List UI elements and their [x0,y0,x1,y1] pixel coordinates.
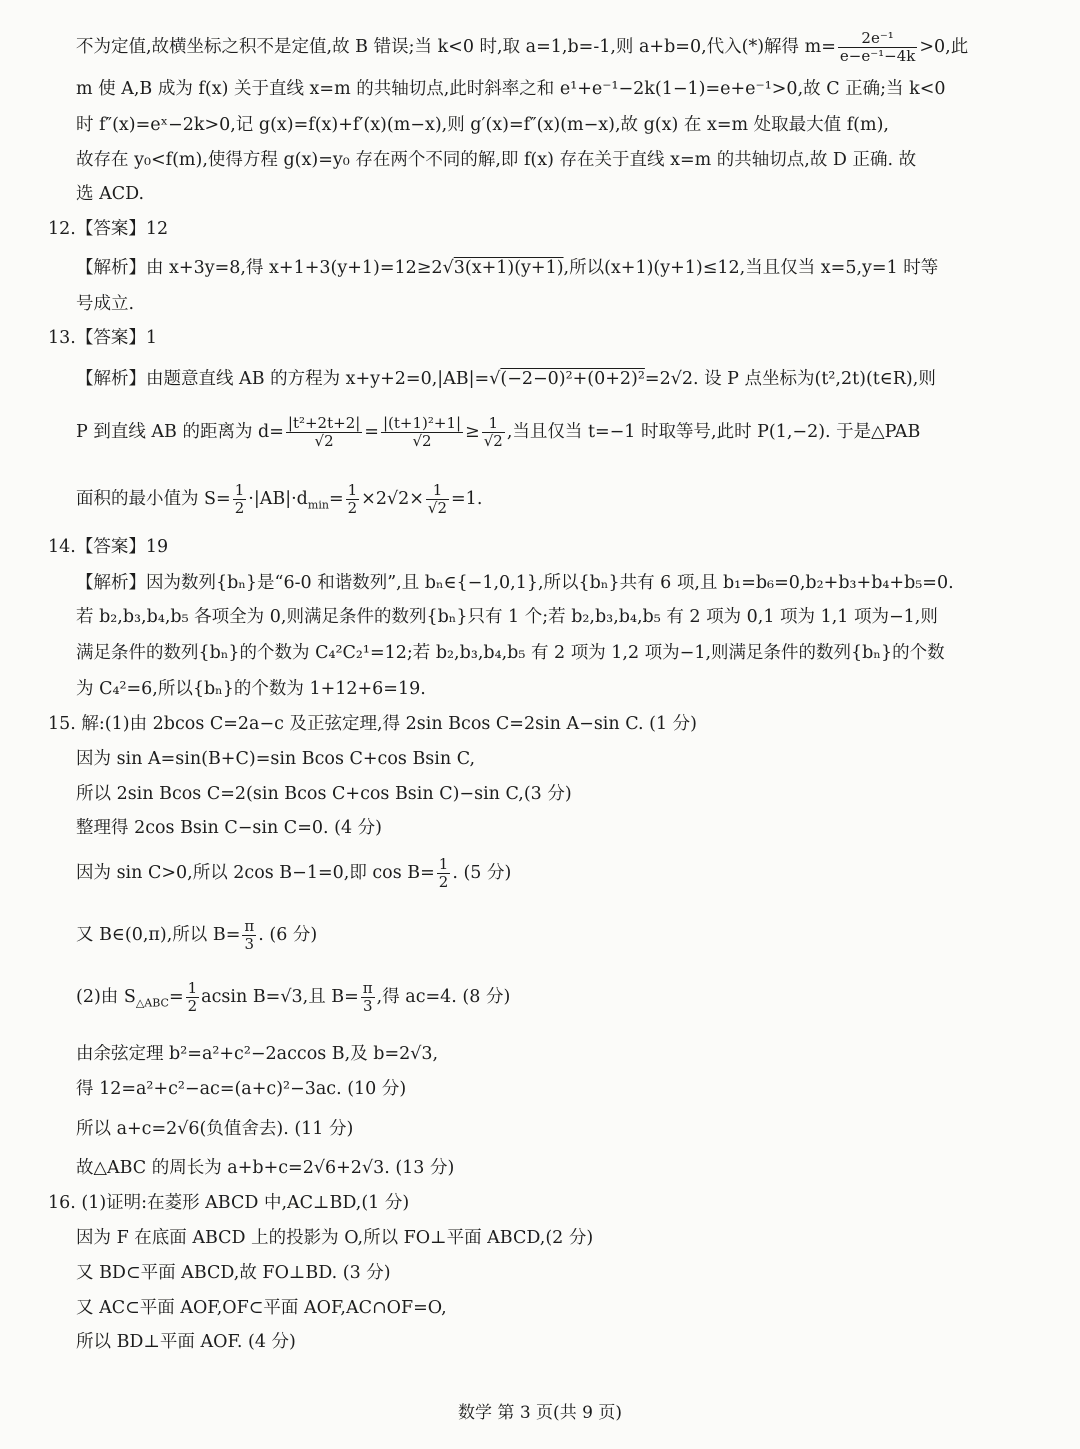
q16-line-5: 所以 BD⊥平面 AOF. (4 分) [76,1332,296,1352]
text-segment: ,当且仅当 t=−1 时取等号,此时 P(1,−2). 于是△PAB [506,422,921,442]
q16-line-1: 16. (1)证明:在菱形 ABCD 中,AC⊥BD,(1 分) [48,1193,410,1213]
denominator: 3 [362,997,373,1015]
q15-line-3: 所以 2sin Bcos C=2(sin Bcos C+cos Bsin C)−sin C,(3 分) [76,784,572,804]
subscript: min [307,498,329,512]
denominator: 2 [187,997,198,1015]
q12-analysis-2: 号成立. [76,294,135,314]
text-segment: 面积的最小值为 S= [76,489,231,509]
fraction [286,415,362,450]
q15-line-1: 15. 解:(1)由 2bcos C=2a−c 及正弦定理,得 2sin Bcos C=2sin A−sin C. (1 分) [48,714,697,734]
text-segment: 因为 sin C>0,所以 2cos B−1=0,即 cos B= [76,863,435,883]
q14-answer: 14.【答案】19 [48,537,169,557]
p11-line-4: 故存在 y₀<f(m),使得方程 g(x)=y₀ 存在两个不同的解,即 f(x) 存在关于直线 x=m 的共轴切点,故 D 正确. 故 [76,150,917,170]
numerator: 1 [482,415,505,433]
fraction [426,482,449,517]
denominator: 2 [234,499,245,517]
q15-line-9: 得 12=a²+c²−ac=(a+c)²−3ac. (10 分) [76,1079,407,1099]
text-segment: =2√2. 设 P 点坐标为(t²,2t)(t∈R),则 [644,369,936,389]
text-segment: . (6 分) [258,925,318,945]
fraction [186,980,200,1015]
q14-analysis-2: 若 b₂,b₃,b₄,b₅ 各项全为 0,则满足条件的数列{bₙ}只有 1 个;若 b₂,b₃,b₄,b₅ 有 2 项为 0,1 项为 1,1 项为−1,则 [76,607,938,627]
q15-line-4: 整理得 2cos Bsin C−sin C=0. (4 分) [76,818,382,838]
text-segment: ·|AB|·d [248,489,308,509]
subscript: △ABC [135,996,169,1010]
numerator: 1 [187,979,198,997]
denominator: 2 [347,499,358,517]
fraction [437,856,451,891]
q13-analysis-3: 面积的最小值为 S= $\frac{1}{2}$ $\cdot|AB|\cdot d_{min}=$ $\frac{1}{2}$ ×2√2× $\frac{1}{√2}$ =1. [76,481,483,517]
fraction [361,980,375,1015]
text-segment: . (5 分) [452,863,512,883]
numerator: |t²+2t+2| [287,414,361,432]
text-segment: =1. [451,489,483,509]
q16-line-4: 又 AC⊂平面 AOF,OF⊂平面 AOF,AC∩OF=O, [76,1298,447,1318]
q15-line-8: 由余弦定理 b²=a²+c²−2accos B,及 b=2√3, [76,1044,439,1064]
denominator: e−e⁻¹−4k [839,47,916,65]
text-segment: P 到直线 AB 的距离为 d= [76,422,284,442]
text-segment: 【解析】由 x+3y=8,得 x+1+3(y+1)=12≥2 [76,258,443,278]
text-segment: 不为定值,故横坐标之积不是定值,故 B 错误;当 k<0 时,取 a=1,b=-1,则 a+b=0,代入(*)解得 m= [76,37,836,57]
q13-answer: 13.【答案】1 [48,328,157,348]
text-segment: ,得 ac=4. (8 分) [376,987,511,1007]
radicand: 3(x+1)(y+1) [453,258,564,278]
fraction [346,482,360,517]
p11-line-1 [76,30,968,65]
denominator: 3 [244,935,255,953]
numerator: π [244,917,255,935]
q14-analysis-1: 【解析】因为数列{bₙ}是“6-0 和谐数列”,且 bₙ∈{−1,0,1},所以{bₙ}共有 6 项,且 b₁=b₆=0,b₂+b₃+b₄+b₅=0. [76,573,954,593]
denominator: 2 [438,873,449,891]
denominator: √2 [483,432,503,450]
numerator: π [362,979,373,997]
text-segment: ×2√2× [361,489,424,509]
q16-line-3: 又 BD⊂平面 ABCD,故 FO⊥BD. (3 分) [76,1263,391,1283]
fraction [482,415,505,450]
fraction [838,30,917,65]
fraction [242,918,256,953]
page-footer: 数学 第 3 页(共 9 页) [458,1403,622,1423]
numerator: 2e⁻¹ [838,30,917,48]
p11-line-3: 时 f″(x)=eˣ−2k>0,记 g(x)=f(x)+f′(x)(m−x),则 g′(x)=f″(x)(m−x),故 g(x) 在 x=m 处取最大值 f(m), [76,115,889,135]
numerator: 1 [438,855,449,873]
denominator: √2 [314,432,334,450]
numerator: 1 [426,482,449,500]
p11-line-5: 选 ACD. [76,184,145,204]
denominator: √2 [412,432,432,450]
q15-line-10: 所以 a+c=2√6(负值舍去). (11 分) [76,1119,354,1139]
q12-analysis-1: 【解析】由 x+3y=8,得 x+1+3(y+1)=12≥2√3(x+1)(y+1),所以(x+1)(y+1)≤12,当且仅当 x=5,y=1 时等 [76,258,939,278]
q12-answer: 12.【答案】12 [48,219,169,239]
text-segment: >0,此 [919,37,969,57]
numerator: 1 [347,481,358,499]
denominator: √2 [427,499,448,517]
q14-analysis-3: 满足条件的数列{bₙ}的个数为 C₄²C₂¹=12;若 b₂,b₃,b₄,b₅ 有 2 项为 1,2 项为−1,则满足条件的数列{bₙ}的个数 [76,643,945,663]
q13-analysis-2: P 到直线 AB 的距离为 d= $\frac{\text{|t²+2t+2|}}{√2}$ = $\frac{\text{|(t+1)²+1|}}{√2}$ ≥ $\frac{1}{√2}$ ,当且仅当 t=−1 时取等号,此时 P(1,−2). 于是△PAB [76,414,921,450]
text-segment: 【解析】由题意直线 AB 的方程为 x+y+2=0,|AB|= [76,369,490,389]
text-segment: ,所以(x+1)(y+1)≤12,当且仅当 x=5,y=1 时等 [563,258,939,278]
numerator: 1 [234,481,245,499]
fraction [233,482,247,517]
q15-line-7: (2)由 $S_{\triangle ABC}=$ $\frac{1}{2}$ acsin B=√3,且 B= $\frac{\pi}{3}$ ,得 ac=4. (8 分) [76,979,511,1015]
text-segment: (2)由 S [76,987,136,1007]
q16-line-2: 因为 F 在底面 ABCD 上的投影为 O,所以 FO⊥平面 ABCD,(2 分) [76,1228,594,1248]
q15-line-5 [76,856,511,891]
q15-line-2: 因为 sin A=sin(B+C)=sin Bcos C+cos Bsin C, [76,749,476,769]
q13-analysis-1: 【解析】由题意直线 AB 的方程为 x+y+2=0,|AB|=√(−2−0)²+(0+2)²=2√2. 设 P 点坐标为(t²,2t)(t∈R),则 [76,369,936,389]
text-segment: acsin B=√3,且 B= [201,987,359,1007]
q14-analysis-4: 为 C₄²=6,所以{bₙ}的个数为 1+12+6=19. [76,679,426,699]
radicand: (−2−0)²+(0+2)² [500,369,645,389]
q15-line-11: 故△ABC 的周长为 a+b+c=2√6+2√3. (13 分) [76,1158,455,1178]
fraction [381,415,463,450]
numerator: |(t+1)²+1| [382,414,462,432]
q15-line-6 [76,918,317,953]
p11-line-2: m 使 A,B 成为 f(x) 关于直线 x=m 的共轴切点,此时斜率之和 e¹+e⁻¹−2k(1−1)=e+e⁻¹>0,故 C 正确;当 k<0 [76,79,946,99]
text-segment: 又 B∈(0,π),所以 B= [76,925,241,945]
